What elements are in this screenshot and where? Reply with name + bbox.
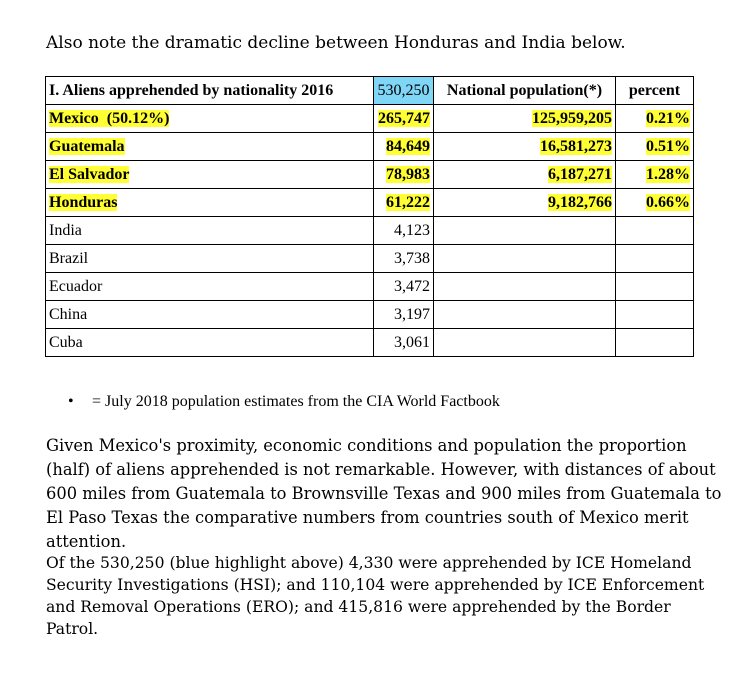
population-cell: 6,187,271 bbox=[548, 165, 612, 183]
table-row bbox=[46, 329, 694, 357]
population-cell bbox=[434, 273, 616, 301]
country-cell: India bbox=[46, 217, 374, 245]
intro-text: Also note the dramatic decline between Honduras and India below. bbox=[46, 33, 626, 53]
header-total: 530,250 bbox=[374, 77, 434, 105]
table-row bbox=[46, 245, 694, 273]
table-row bbox=[46, 301, 694, 329]
apprehended-cell: 78,983 bbox=[386, 165, 430, 183]
bullet-marker: • bbox=[68, 393, 74, 410]
country-cell: Brazil bbox=[46, 245, 374, 273]
apprehended-cell: 3,738 bbox=[374, 245, 434, 273]
apprehended-cell: 3,472 bbox=[374, 273, 434, 301]
percent-cell bbox=[616, 329, 694, 357]
table-row bbox=[46, 189, 694, 217]
percent-cell bbox=[616, 217, 694, 245]
percent-cell: 0.21% bbox=[646, 109, 690, 127]
apprehended-cell: 61,222 bbox=[386, 193, 430, 211]
population-cell: 9,182,766 bbox=[548, 193, 612, 211]
percent-cell bbox=[616, 301, 694, 329]
apprehended-cell: 265,747 bbox=[378, 109, 430, 127]
country-cell: Ecuador bbox=[46, 273, 374, 301]
percent-cell bbox=[616, 273, 694, 301]
percent-cell: 1.28% bbox=[646, 165, 690, 183]
percent-cell bbox=[616, 245, 694, 273]
percent-cell: 0.66% bbox=[646, 193, 690, 211]
table-row bbox=[46, 133, 694, 161]
country-cell: Mexico (50.12%) bbox=[49, 109, 170, 127]
footnote-text: = July 2018 population estimates from the CIA World Factbook bbox=[92, 393, 500, 410]
header-title: I. Aliens apprehended by nationality 2016 bbox=[46, 77, 374, 105]
population-cell: 16,581,273 bbox=[540, 137, 612, 155]
header-percent: percent bbox=[616, 77, 694, 105]
percent-cell: 0.51% bbox=[646, 137, 690, 155]
country-cell: Guatemala bbox=[49, 137, 125, 155]
country-cell: China bbox=[46, 301, 374, 329]
apprehended-cell: 3,061 bbox=[374, 329, 434, 357]
apprehensions-table bbox=[45, 76, 694, 357]
table-header-row bbox=[46, 77, 694, 105]
apprehended-cell: 3,197 bbox=[374, 301, 434, 329]
table-row bbox=[46, 273, 694, 301]
population-cell bbox=[434, 301, 616, 329]
apprehended-cell: 4,123 bbox=[374, 217, 434, 245]
population-cell bbox=[434, 217, 616, 245]
table-row bbox=[46, 161, 694, 189]
country-cell: Honduras bbox=[49, 193, 118, 211]
country-cell: Cuba bbox=[46, 329, 374, 357]
footnote bbox=[68, 392, 500, 412]
paragraph-mexico-proximity: Given Mexico's proximity, economic conditions and population the proportion (half) of aliens apprehended is not remarkable. However, with distances of about 600 miles from Guatemala to Brownsville Texas and 900 miles from Guatemala to El Paso Texas the comparative numbers from countries south of Mexico merit attention. bbox=[46, 436, 722, 551]
table-row bbox=[46, 105, 694, 133]
population-cell: 125,959,205 bbox=[532, 109, 612, 127]
population-cell bbox=[434, 245, 616, 273]
header-population: National population(*) bbox=[434, 77, 616, 105]
population-cell bbox=[434, 329, 616, 357]
apprehended-cell: 84,649 bbox=[386, 137, 430, 155]
paragraph-apprehension-breakdown: Of the 530,250 (blue highlight above) 4,330 were apprehended by ICE Homeland Security Investigations (HSI); and 110,104 were apprehended by ICE Enforcement and Removal Operations (ERO); and 415,816 were apprehended by the Border Patrol. bbox=[46, 554, 705, 638]
table-row bbox=[46, 217, 694, 245]
country-cell: El Salvador bbox=[49, 165, 130, 183]
